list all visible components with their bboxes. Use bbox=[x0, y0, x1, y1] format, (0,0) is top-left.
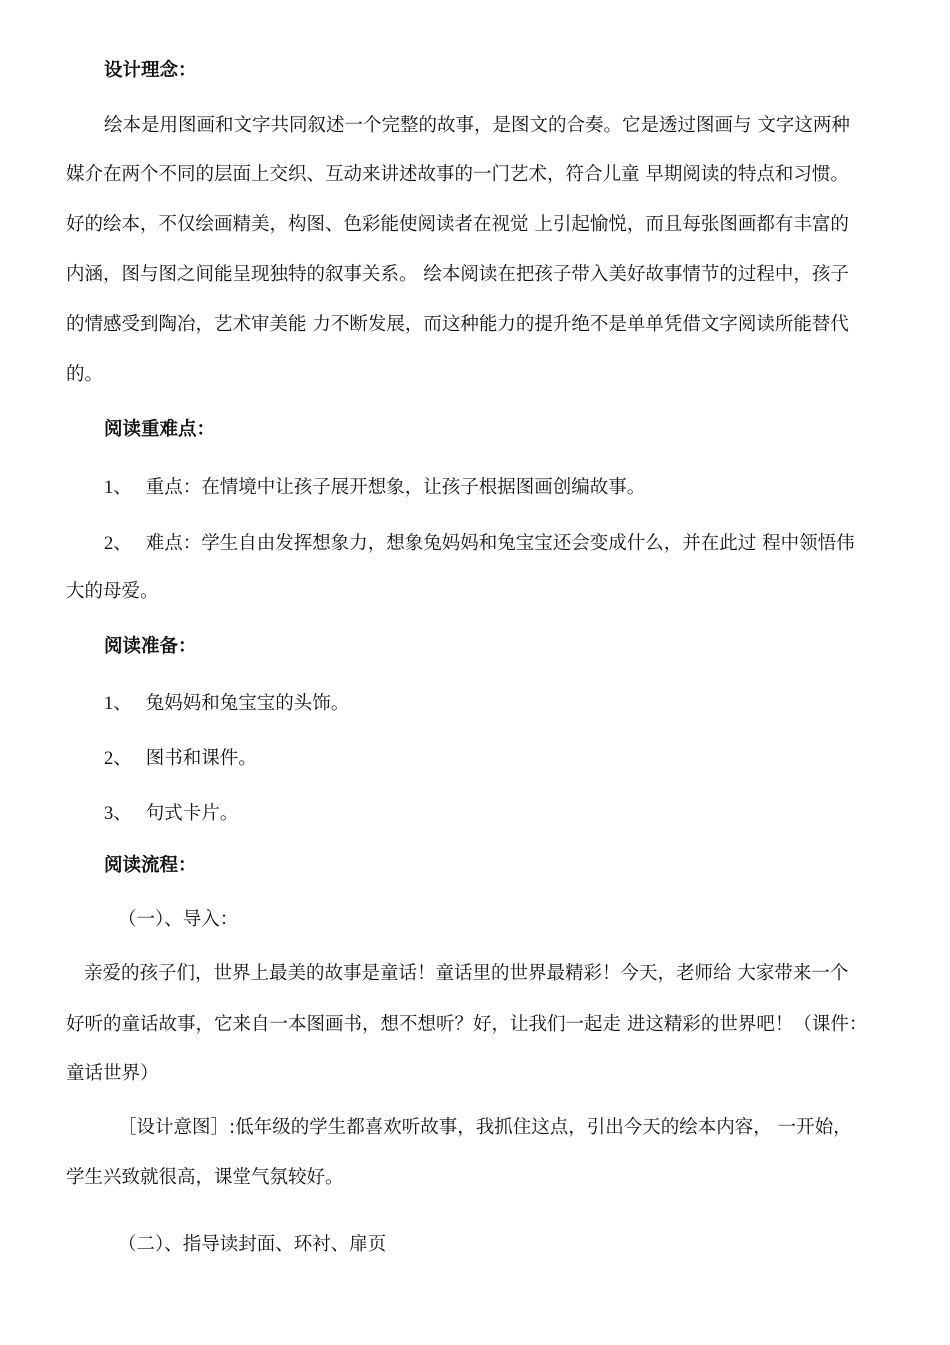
design-intent-line: 学生兴致就很高，课堂气氛较好。 bbox=[66, 1167, 344, 1188]
paragraph-line: 的。 bbox=[66, 364, 104, 385]
list-item-text: 难点：学生自由发挥想象力，想象兔妈妈和兔宝宝还会变成什么，并在此过 程中领悟伟 bbox=[145, 533, 855, 554]
list-item bbox=[104, 532, 855, 556]
design-intent-line: ［设计意图］:低年级的学生都喜欢听故事，我抓住这点，引出今天的绘本内容， 一开始， bbox=[118, 1117, 852, 1138]
paragraph-line: 亲爱的孩子们，世界上最美的故事是童话！童话里的世界最精彩！今天，老师给 大家带来一个 bbox=[84, 963, 849, 984]
subsection-title: （二）、指导读封面、环衬、扉页 bbox=[118, 1234, 387, 1255]
paragraph-line: 内涵，图与图之间能呈现独特的叙事关系。 绘本阅读在把孩子带入美好故事情节的过程中，孩子 bbox=[66, 264, 849, 285]
list-item bbox=[104, 802, 238, 826]
list-item bbox=[104, 692, 349, 716]
list-number: 1、 bbox=[104, 478, 132, 498]
subsection-title: （一）、导入： bbox=[118, 909, 239, 930]
heading-process: 阅读流程： bbox=[104, 855, 197, 876]
list-item-text: 句式卡片。 bbox=[145, 803, 239, 824]
paragraph-line: 的情感受到陶冶，艺术审美能 力不断发展，而这种能力的提升绝不是单单凭借文字阅读所能替代 bbox=[66, 314, 849, 335]
paragraph-line: 大的母爱。 bbox=[66, 581, 159, 602]
paragraph-line: 好听的童话故事，它来自一本图画书，想不想听？好，让我们一起走 进这精彩的世界吧！（课件： bbox=[66, 1014, 868, 1035]
list-number: 3、 bbox=[104, 804, 132, 824]
paragraph-line: 童话世界） bbox=[66, 1063, 159, 1084]
list-item bbox=[104, 476, 645, 500]
list-number: 2、 bbox=[104, 534, 132, 554]
paragraph-line: 媒介在两个不同的层面上交织、互动来讲述故事的一门艺术，符合儿童 早期阅读的特点和习惯。 bbox=[66, 164, 849, 185]
list-item-text: 图书和课件。 bbox=[145, 748, 257, 769]
list-number: 2、 bbox=[104, 749, 132, 769]
heading-design-concept: 设计理念： bbox=[104, 60, 197, 81]
list-item bbox=[104, 747, 257, 771]
list-item-text: 重点：在情境中让孩子展开想象，让孩子根据图画创编故事。 bbox=[145, 477, 646, 498]
paragraph-line: 好的绘本，不仅绘画精美，构图、色彩能使阅读者在视觉 上引起愉悦，而且每张图画都有丰富的 bbox=[66, 214, 849, 235]
list-item-text: 兔妈妈和兔宝宝的头饰。 bbox=[145, 693, 350, 714]
paragraph-line: 绘本是用图画和文字共同叙述一个完整的故事，是图文的合奏。它是透过图画与 文字这两种 bbox=[104, 115, 850, 136]
heading-key-points: 阅读重难点： bbox=[104, 419, 216, 440]
heading-preparation: 阅读准备： bbox=[104, 636, 197, 657]
list-number: 1、 bbox=[104, 694, 132, 714]
